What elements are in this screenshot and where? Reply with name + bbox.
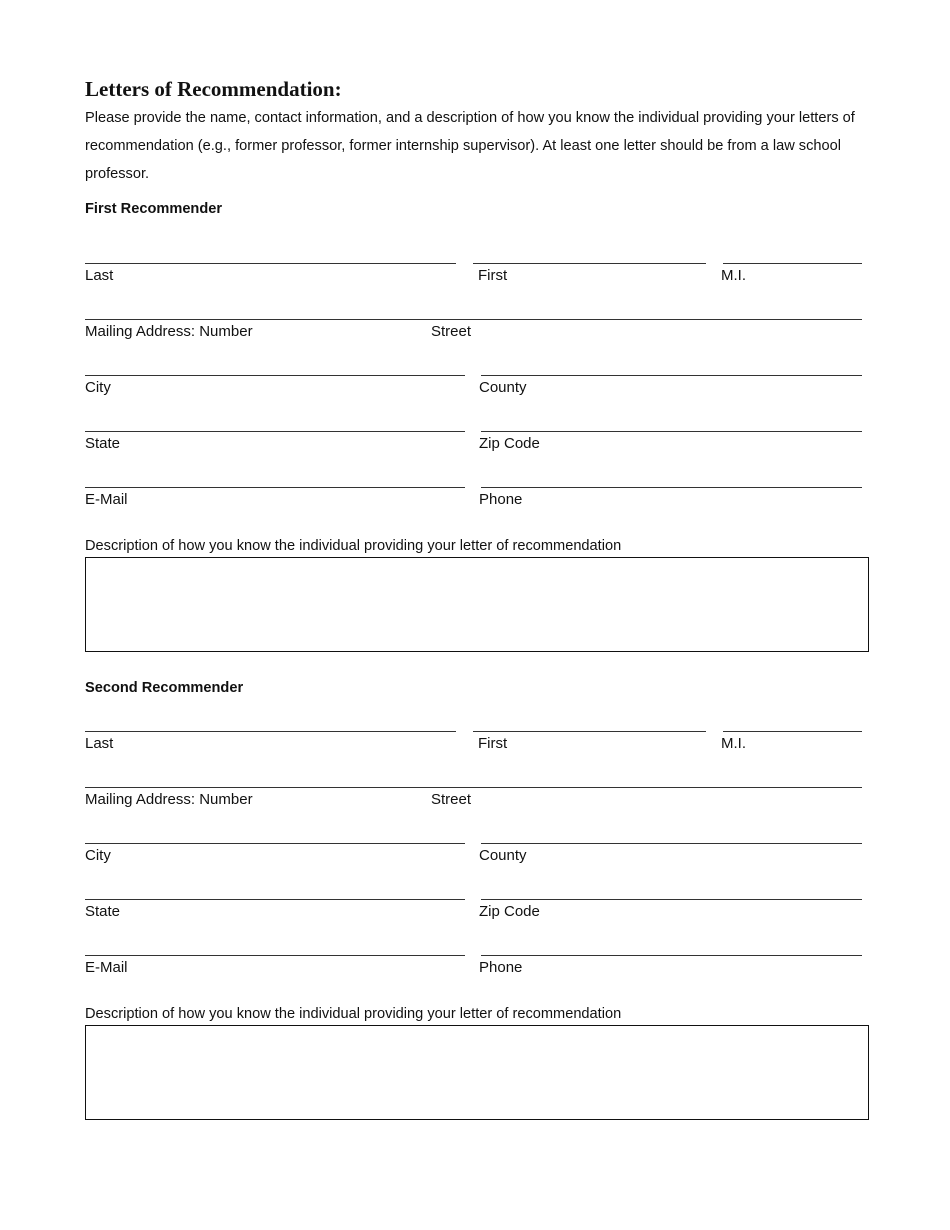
intro-paragraph: Please provide the name, contact information, and a description of how you know the individual providing your letters of recommendation (e.g., former professor, former internship supervisor). At least one letter should be from a law school professor. xyxy=(85,110,855,182)
second-description-box[interactable] xyxy=(85,1025,869,1120)
second-state-label: State xyxy=(85,903,121,920)
second-zip-field[interactable] xyxy=(481,899,862,900)
first-zip-label: Zip Code xyxy=(479,435,540,452)
first-email-field[interactable] xyxy=(85,487,465,488)
second-zip-label: Zip Code xyxy=(479,903,540,920)
first-email-label: E-Mail xyxy=(85,491,128,508)
second-first-label: First xyxy=(478,735,508,752)
first-state-label: State xyxy=(85,435,121,452)
first-zip-field[interactable] xyxy=(481,431,862,432)
second-email-field[interactable] xyxy=(85,955,465,956)
second-phone-field[interactable] xyxy=(481,955,862,956)
second-description-label: Description of how you know the individual providing your letter of recommendation xyxy=(85,1006,622,1022)
second-recommender-title: Second Recommender xyxy=(85,680,244,696)
first-phone-field[interactable] xyxy=(481,487,862,488)
first-street-label: Street xyxy=(431,323,472,340)
second-street-label: Street xyxy=(431,791,472,808)
second-first-name-field[interactable] xyxy=(473,731,706,732)
second-last-name-field[interactable] xyxy=(85,731,456,732)
first-city-label: City xyxy=(85,379,111,396)
page-heading: Letters of Recommendation: xyxy=(85,77,342,101)
first-county-field[interactable] xyxy=(481,375,862,376)
first-first-name-field[interactable] xyxy=(473,263,706,264)
first-first-label: First xyxy=(478,267,508,284)
first-last-label: Last xyxy=(85,267,114,284)
first-state-field[interactable] xyxy=(85,431,465,432)
first-city-field[interactable] xyxy=(85,375,465,376)
second-mailing-address-field[interactable] xyxy=(85,787,862,788)
second-city-field[interactable] xyxy=(85,843,465,844)
first-mailing-address-field[interactable] xyxy=(85,319,862,320)
second-city-label: City xyxy=(85,847,111,864)
second-state-field[interactable] xyxy=(85,899,465,900)
second-last-label: Last xyxy=(85,735,114,752)
first-phone-label: Phone xyxy=(479,491,523,508)
second-mailing-number-label: Mailing Address: Number xyxy=(85,791,253,808)
first-description-box[interactable] xyxy=(85,557,869,652)
second-county-label: County xyxy=(479,847,527,864)
first-recommender-title: First Recommender xyxy=(85,201,223,217)
first-last-name-field[interactable] xyxy=(85,263,456,264)
first-mi-field[interactable] xyxy=(723,263,862,264)
second-mi-label: M.I. xyxy=(721,735,746,752)
first-county-label: County xyxy=(479,379,527,396)
first-description-label: Description of how you know the individual providing your letter of recommendation xyxy=(85,538,622,554)
second-county-field[interactable] xyxy=(481,843,862,844)
second-phone-label: Phone xyxy=(479,959,523,976)
first-mailing-number-label: Mailing Address: Number xyxy=(85,323,253,340)
second-mi-field[interactable] xyxy=(723,731,862,732)
first-mi-label: M.I. xyxy=(721,267,746,284)
second-email-label: E-Mail xyxy=(85,959,128,976)
